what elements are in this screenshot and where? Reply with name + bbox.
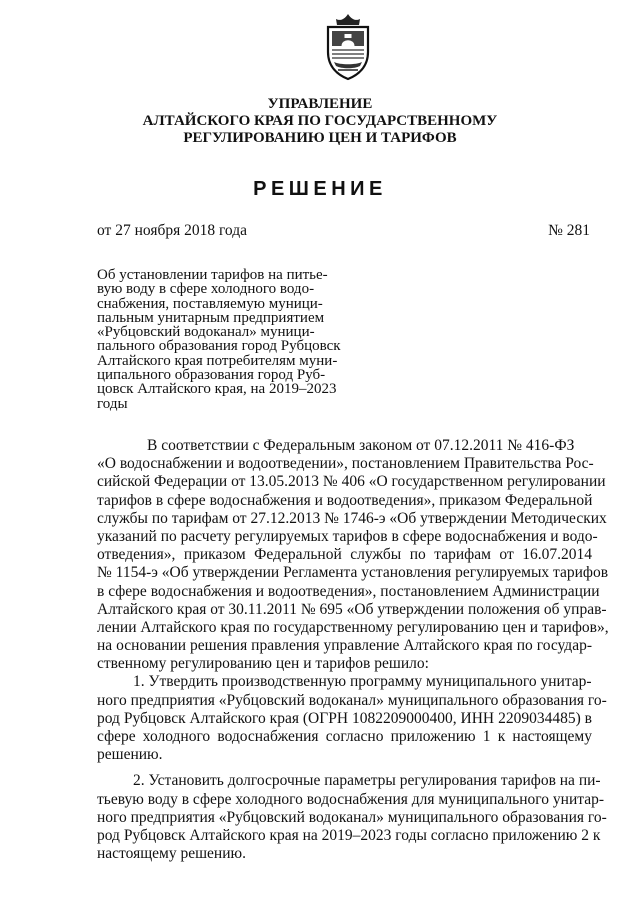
- body-line: В соответствии с Федеральным законом от 07.12.2011 № 416-ФЗ: [147, 437, 575, 454]
- body-line: решению.: [97, 746, 163, 764]
- body-line: тарифов в сфере водоснабжения и водоотведения», приказом Федеральной: [97, 491, 593, 509]
- agency-name-line: АЛТАЙСКОГО КРАЯ ПО ГОСУДАРСТВЕННОМУ: [142, 113, 498, 129]
- preamble-paragraph: [97, 437, 609, 673]
- body-line: тьевую воду в сфере холодного водоснабжения для муниципального унитар-: [97, 790, 604, 808]
- body-line: род Рубцовск Алтайского края на 2019–2023 годы согласно приложению 2 к: [97, 826, 601, 844]
- body-line: указаний по расчету регулируемых тарифов в сфере водоснабжения и водо-: [97, 527, 598, 545]
- subject-line: ципального образования город Руб-: [97, 367, 326, 384]
- document-number: № 281: [548, 222, 590, 239]
- body-line: род Рубцовск Алтайского края (ОГРН 1082209000400, ИНН 2209034485) в: [97, 709, 592, 727]
- body-line: на основании решения правления управление Алтайского края по государ-: [97, 637, 592, 655]
- body-line: лении Алтайского края по государственному регулированию цен и тарифов»,: [97, 618, 609, 636]
- subject-line: Об установлении тарифов на питье-: [97, 267, 328, 283]
- body-line: ного предприятия «Рубцовский водоканал» муниципального образования го-: [97, 691, 607, 709]
- document-title: РЕШЕНИЕ: [253, 178, 387, 200]
- body-line: службы по тарифам от 27.12.2013 № 1746-э «Об утверждении Методических: [97, 509, 607, 527]
- body-line: ного предприятия «Рубцовский водоканал» муниципального образования го-: [97, 808, 607, 826]
- date-number-line: [97, 221, 590, 241]
- subject-line: снабжения, поставляемую муници-: [97, 295, 323, 312]
- body-line: Алтайского края от 30.11.2011 № 695 «Об утверждении положения об управ-: [97, 600, 607, 618]
- body-line: в сфере водоснабжения и водоотведения», постановлением Администрации: [97, 582, 600, 600]
- item-1-paragraph: [97, 673, 607, 764]
- subject-line: пального образования город Рубцовск: [97, 338, 341, 355]
- item-2-paragraph: [97, 772, 607, 863]
- body-line: настоящему решению.: [97, 845, 246, 863]
- subject-line: вую воду в сфере холодного водо-: [97, 281, 315, 298]
- body-line: «О водоснабжении и водоотведении», постановлением Правительства Рос-: [97, 455, 594, 473]
- document-date: от 27 ноября 2018 года: [97, 222, 248, 239]
- agency-name-line: РЕГУЛИРОВАНИЮ ЦЕН И ТАРИФОВ: [183, 130, 457, 146]
- subject-line: Алтайского края потребителям муни-: [97, 352, 338, 369]
- agency-name: [120, 96, 520, 147]
- subject-line: цовск Алтайского края, на 2019–2023: [97, 381, 337, 398]
- body-line: 2. Установить долгосрочные параметры регулирования тарифов на пи-: [133, 772, 601, 790]
- body-line: 1. Утвердить производственную программу муниципального унитар-: [133, 673, 592, 691]
- agency-name-line: УПРАВЛЕНИЕ: [267, 96, 373, 112]
- document-subject: [97, 268, 349, 411]
- body-line: ственному регулированию цен и тарифов решило:: [97, 655, 429, 673]
- body-line: сийской Федерации от 13.05.2013 № 406 «О государственном регулировании: [97, 473, 606, 491]
- subject-line: «Рубцовский водоканал» муници-: [97, 324, 315, 341]
- altai-coat-of-arms-icon: [320, 12, 376, 82]
- body-line: отведения», приказом Федеральной службы по тарифам от 16.07.2014: [97, 546, 592, 564]
- subject-line: пальным унитарным предприятием: [97, 309, 325, 326]
- document-body: [97, 437, 609, 863]
- subject-line: годы: [97, 395, 128, 412]
- body-line: сфере холодного водоснабжения согласно приложению 1 к настоящему: [97, 728, 592, 745]
- body-line: № 1154-э «Об утверждении Регламента установления регулируемых тарифов: [97, 564, 609, 582]
